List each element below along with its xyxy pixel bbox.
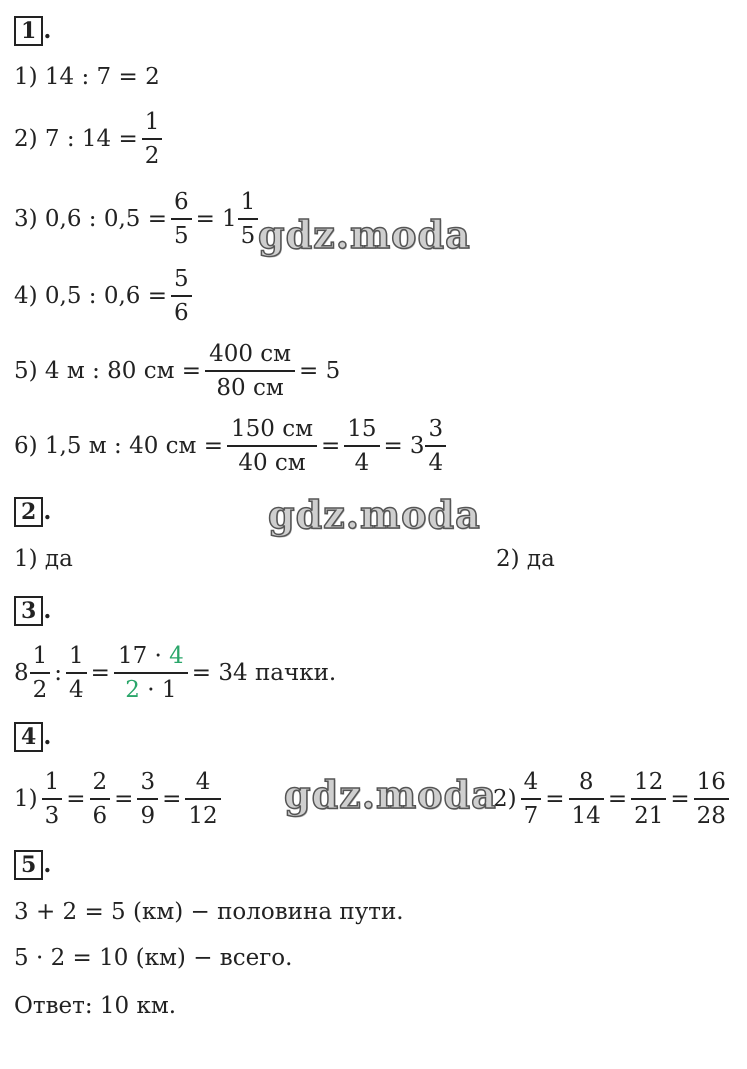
task-4-part-1: 1) $\frac{1}{3}$ = $\frac{2}{6}$ = $\frac{3}{9}$ = $\frac{4}{12}$ — [14, 766, 225, 832]
fraction: $\frac{12}{21}$ — [631, 766, 666, 832]
task-4-heading: 4 . — [14, 722, 51, 752]
fraction: $\frac{1}{2}$ — [142, 106, 163, 172]
fraction: $\frac{16}{28}$ — [694, 766, 729, 832]
watermark: gdz.moda — [268, 492, 481, 537]
task-2-answer-1: 1) да — [14, 546, 73, 572]
task-number-box: 5 — [14, 850, 43, 880]
task-number-box: 4 — [14, 722, 43, 752]
fraction: $\frac{2}{6}$ — [90, 766, 111, 832]
task-5-answer: Ответ: 10 км. — [14, 993, 177, 1019]
task-5-heading: 5 . — [14, 850, 51, 880]
fraction: $\frac{17 \cdot 4}{2 \cdot 1}$ — [114, 640, 188, 706]
task-1-line-3: 3) 0,6 : 0,5 = $\frac{6}{5}$ = 1 $\frac{1}{5}$ — [14, 186, 262, 252]
highlighted-number: 2 — [125, 677, 140, 703]
mixed-number: 1 $\frac{1}{5}$ — [222, 186, 262, 252]
fraction: $\frac{6}{5}$ — [171, 186, 192, 252]
highlighted-number: 4 — [169, 643, 184, 669]
task-2-heading: 2 . — [14, 497, 51, 527]
task-3-expression: 8 $\frac{1}{2}$ : $\frac{1}{4}$ = $\frac{17 \cdot 4}{2 \cdot 1}$ = 34 пачки. — [14, 640, 336, 706]
fraction: $\frac{1}{3}$ — [42, 766, 63, 832]
task-1-line-4: 4) 0,5 : 0,6 = $\frac{5}{6}$ — [14, 263, 196, 329]
fraction: $\frac{4}{12}$ — [185, 766, 220, 832]
watermark: gdz.moda — [284, 772, 497, 817]
task-1-heading: 1 . — [14, 16, 51, 46]
fraction: $\frac{150 см}{40 см}$ — [227, 413, 317, 479]
mixed-number: 3 $\frac{3}{4}$ — [410, 413, 450, 479]
fraction: $\frac{5}{6}$ — [171, 263, 192, 329]
task-number-box: 1 — [14, 16, 43, 46]
fraction: $\frac{1}{4}$ — [66, 640, 87, 706]
task-1-line-5: 5) 4 м : 80 см = $\frac{400 см}{80 см}$ = 5 — [14, 338, 340, 404]
task-1-line-2: 2) 7 : 14 = $\frac{1}{2}$ — [14, 106, 166, 172]
task-1-line-1: 1) 14 : 7 = 2 — [14, 64, 160, 90]
fraction: $\frac{3}{9}$ — [137, 766, 158, 832]
task-number-box: 2 — [14, 497, 43, 527]
task-4-part-2: 2) $\frac{4}{7}$ = $\frac{8}{14}$ = $\frac{12}{21}$ = $\frac{16}{28}$ — [493, 766, 733, 832]
task-5-line-1: 3 + 2 = 5 (км) − половина пути. — [14, 899, 404, 925]
task-5-line-2: 5 · 2 = 10 (км) − всего. — [14, 945, 293, 971]
task-2-answer-2: 2) да — [496, 546, 555, 572]
fraction: $\frac{400 см}{80 см}$ — [205, 338, 295, 404]
fraction: $\frac{8}{14}$ — [569, 766, 604, 832]
fraction: $\frac{4}{7}$ — [521, 766, 542, 832]
watermark: gdz.moda — [258, 212, 471, 257]
mixed-number: 8 $\frac{1}{2}$ — [14, 640, 54, 706]
task-number-box: 3 — [14, 596, 43, 626]
task-1-line-6: 6) 1,5 м : 40 см = $\frac{150 см}{40 см}$ = $\frac{15}{4}$ = 3 $\frac{3}{4}$ — [14, 413, 450, 479]
fraction: $\frac{15}{4}$ — [344, 413, 379, 479]
task-3-heading: 3 . — [14, 596, 51, 626]
